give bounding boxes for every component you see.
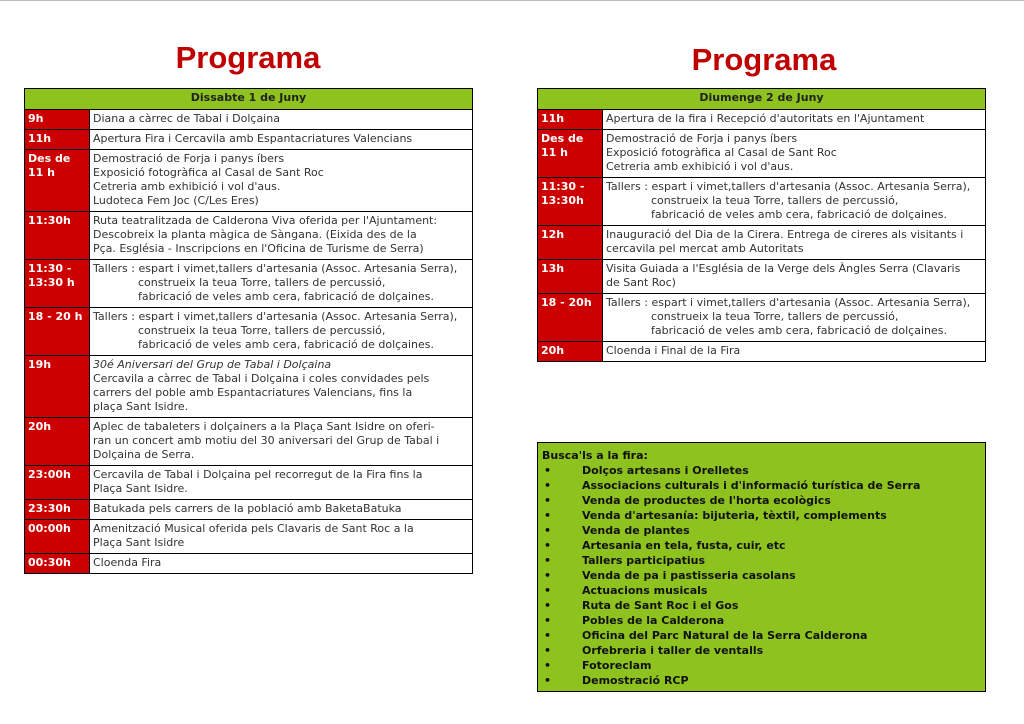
activity-text: fabricació de veles amb cera, fabricació de dolçaines. [651, 324, 947, 337]
saturday-schedule-row [25, 466, 473, 500]
find-list-item [542, 628, 981, 643]
activity-cell [90, 356, 473, 418]
time-text: Des de [541, 132, 584, 145]
saturday-schedule-table [24, 88, 473, 574]
activity-text: Cetreria amb exhibició i vol d'aus. [93, 180, 281, 193]
time-cell [25, 308, 90, 356]
find-item-label: Venda de pa i pastisseria casolans [582, 569, 796, 582]
activity-text: construeix la teua Torre, tallers de percussió, [138, 324, 386, 337]
time-text: 23:30h [28, 502, 71, 515]
activity-text: Diana a càrrec de Tabal i Dolçaina [93, 112, 280, 125]
activity-cell [90, 110, 473, 130]
find-item-label: Tallers participatius [582, 554, 706, 567]
activity-text: construeix la teua Torre, tallers de percussió, [138, 276, 386, 289]
activity-cell [603, 226, 986, 260]
saturday-schedule-row [25, 260, 473, 308]
find-at-fair-box [537, 442, 986, 692]
activity-cell [90, 212, 473, 260]
find-item-label: Ruta de Sant Roc i el Gos [582, 599, 739, 612]
time-cell [25, 520, 90, 554]
activity-text: 30é Aniversari del Grup de Tabal i Dolçaina [93, 358, 332, 371]
time-text: 9h [28, 112, 44, 125]
time-text: 12h [541, 228, 565, 241]
bullet-icon: • [544, 644, 552, 657]
bullet-icon: • [544, 599, 552, 612]
find-list-item [542, 673, 981, 688]
find-item-label: Actuacions musicals [582, 584, 708, 597]
saturday-schedule-row [25, 500, 473, 520]
time-cell [25, 466, 90, 500]
time-cell [25, 110, 90, 130]
activity-cell [90, 150, 473, 212]
activity-cell [603, 110, 986, 130]
bullet-icon: • [544, 614, 552, 627]
sunday-program-title: Programa [691, 42, 837, 77]
bullet-icon: • [544, 584, 552, 597]
saturday-schedule-row [25, 110, 473, 130]
time-text: 11:30 - [541, 180, 585, 193]
activity-text: Pça. Església - Inscripcions en l'Oficina de Turisme de Serra) [93, 242, 424, 255]
time-cell [538, 342, 603, 362]
find-item-label: Venda de plantes [582, 524, 690, 537]
find-list-item [542, 463, 981, 478]
saturday-schedule-row [25, 130, 473, 150]
sunday-schedule-row [538, 342, 986, 362]
time-text: 20h [28, 420, 52, 433]
find-list-item [542, 538, 981, 553]
activity-text: Cercavila de Tabal i Dolçaina pel recorregut de la Fira fins la [93, 468, 423, 481]
activity-text: Aplec de tabaleters i dolçainers a la Plaça Sant Isidre on oferi- [93, 420, 435, 433]
sunday-schedule-row [538, 226, 986, 260]
saturday-schedule-row [25, 150, 473, 212]
time-text: 11h [28, 132, 52, 145]
sunday-schedule-row [538, 130, 986, 178]
activity-text: Visita Guiada a l'Església de la Verge dels Àngles Serra (Clavaris [606, 262, 961, 275]
find-list-item [542, 658, 981, 673]
find-list-item [542, 478, 981, 493]
activity-text: Tallers : espart i vimet,tallers d'artesania (Assoc. Artesania Serra), [93, 310, 458, 323]
find-list-item [542, 523, 981, 538]
bullet-icon: • [544, 494, 552, 507]
activity-text: carrers del poble amb Espantacriatures Valencians, fins la [93, 386, 413, 399]
find-list-item [542, 493, 981, 508]
bullet-icon: • [544, 674, 552, 687]
activity-text: Plaça Sant Isidre. [93, 482, 188, 495]
time-text: 11:30 - [28, 262, 72, 275]
find-list-item [542, 613, 981, 628]
find-list-item [542, 598, 981, 613]
bullet-icon: • [544, 524, 552, 537]
activity-text: Cercavila a càrrec de Tabal i Dolçaina i coles convidades pels [93, 372, 430, 385]
time-text: 20h [541, 344, 565, 357]
activity-text: Descobreix la planta màgica de Sàngana. (Eixida des de la [93, 228, 417, 241]
time-cell [25, 150, 90, 212]
time-text: 13:30h [541, 194, 584, 207]
saturday-schedule-row [25, 308, 473, 356]
activity-text: Inauguració del Dia de la Cirera. Entrega de cireres als visitants i [606, 228, 964, 241]
saturday-schedule-row [25, 554, 473, 574]
find-at-fair-title: Busca'ls a la fira: [542, 449, 648, 462]
time-cell [25, 212, 90, 260]
bullet-icon: • [544, 554, 552, 567]
find-item-label: Fotoreclam [582, 659, 652, 672]
activity-text: Cloenda i Final de la Fira [606, 344, 741, 357]
time-text: 18 - 20 h [28, 310, 83, 323]
activity-cell [90, 130, 473, 150]
time-text: 23:00h [28, 468, 71, 481]
saturday-schedule-row [25, 212, 473, 260]
find-item-label: Orfebreria i taller de ventalls [582, 644, 764, 657]
bullet-icon: • [544, 659, 552, 672]
time-cell [25, 554, 90, 574]
bullet-icon: • [544, 569, 552, 582]
find-item-label: Venda d'artesanía: bijuteria, tèxtil, complements [582, 509, 887, 522]
find-list-item [542, 643, 981, 658]
time-cell [25, 500, 90, 520]
activity-cell [90, 418, 473, 466]
find-at-fair-list [542, 463, 981, 688]
activity-text: Cetreria amb exhibició i vol d'aus. [606, 160, 794, 173]
activity-cell [90, 260, 473, 308]
activity-text: Exposició fotogràfica al Casal de Sant Roc [93, 166, 324, 179]
activity-text: Apertura Fira i Cercavila amb Espantacriatures Valencians [93, 132, 413, 145]
find-item-label: Associacions culturals i d'informació turística de Serra [582, 479, 921, 492]
time-cell [538, 130, 603, 178]
activity-text: Dolçaina de Serra. [93, 448, 195, 461]
activity-text: fabricació de veles amb cera, fabricació de dolçaines. [138, 290, 434, 303]
activity-text: Tallers : espart i vimet,tallers d'artesania (Assoc. Artesania Serra), [606, 296, 971, 309]
find-item-label: Demostració RCP [582, 674, 689, 687]
time-cell [538, 260, 603, 294]
find-item-label: Pobles de la Calderona [582, 614, 725, 627]
activity-text: plaça Sant Isidre. [93, 400, 189, 413]
sunday-schedule-row [538, 260, 986, 294]
bullet-icon: • [544, 509, 552, 522]
activity-text: Amenització Musical oferida pels Clavaris de Sant Roc a la [93, 522, 414, 535]
activity-cell [603, 130, 986, 178]
activity-text: Ludoteca Fem Joc (C/Les Eres) [93, 194, 259, 207]
activity-cell [90, 500, 473, 520]
activity-cell [603, 342, 986, 362]
saturday-schedule-row [25, 520, 473, 554]
find-list-item [542, 568, 981, 583]
sunday-schedule-table [537, 88, 986, 362]
activity-cell [603, 260, 986, 294]
sunday-day-header: Diumenge 2 de Juny [538, 89, 986, 110]
time-cell [538, 110, 603, 130]
find-list-item [542, 508, 981, 523]
find-item-label: Artesania en tela, fusta, cuir, etc [582, 539, 786, 552]
saturday-schedule-row [25, 418, 473, 466]
time-text: 00:00h [28, 522, 71, 535]
activity-text: fabricació de veles amb cera, fabricació de dolçaines. [138, 338, 434, 351]
time-cell [25, 418, 90, 466]
time-text: 13:30 h [28, 276, 75, 289]
activity-cell [603, 178, 986, 226]
time-text: 18 - 20h [541, 296, 592, 309]
time-text: 13h [541, 262, 565, 275]
time-cell [25, 260, 90, 308]
activity-cell [90, 466, 473, 500]
find-list-item [542, 583, 981, 598]
time-text: 11 h [541, 146, 568, 159]
time-cell [25, 356, 90, 418]
find-list-item [542, 553, 981, 568]
time-cell [538, 294, 603, 342]
activity-cell [90, 308, 473, 356]
time-text: 11:30h [28, 214, 71, 227]
activity-cell [90, 554, 473, 574]
activity-text: de Sant Roc) [606, 276, 676, 289]
top-rule [0, 0, 1024, 1]
time-cell [538, 178, 603, 226]
bullet-icon: • [544, 479, 552, 492]
time-cell [538, 226, 603, 260]
activity-text: construeix la teua Torre, tallers de percussió, [651, 194, 899, 207]
sunday-schedule-row [538, 294, 986, 342]
saturday-program-title: Programa [175, 40, 321, 75]
activity-text: Cloenda Fira [93, 556, 162, 569]
activity-text: Apertura de la fira i Recepció d'autoritats en l'Ajuntament [606, 112, 925, 125]
sunday-schedule-row [538, 178, 986, 226]
time-text: 19h [28, 358, 52, 371]
time-text: 00:30h [28, 556, 71, 569]
activity-text: Tallers : espart i vimet,tallers d'artesania (Assoc. Artesania Serra), [606, 180, 971, 193]
bullet-icon: • [544, 629, 552, 642]
activity-cell [603, 294, 986, 342]
bullet-icon: • [544, 539, 552, 552]
activity-text: Batukada pels carrers de la població amb BaketaBatuka [93, 502, 402, 515]
activity-text: Demostració de Forja i panys íbers [93, 152, 285, 165]
time-text: 11h [541, 112, 565, 125]
activity-text: ran un concert amb motiu del 30 aniversari del Grup de Tabal i [93, 434, 440, 447]
time-text: 11 h [28, 166, 55, 179]
bullet-icon: • [544, 464, 552, 477]
activity-text: Exposició fotogràfica al Casal de Sant Roc [606, 146, 837, 159]
time-cell [25, 130, 90, 150]
saturday-day-header: Dissabte 1 de Juny [25, 89, 473, 110]
activity-text: Ruta teatralitzada de Calderona Viva oferida per l'Ajuntament: [93, 214, 438, 227]
find-item-label: Oficina del Parc Natural de la Serra Calderona [582, 629, 868, 642]
sunday-schedule-row [538, 110, 986, 130]
activity-text: Demostració de Forja i panys íbers [606, 132, 798, 145]
activity-text: fabricació de veles amb cera, fabricació de dolçaines. [651, 208, 947, 221]
activity-text: Plaça Sant Isidre [93, 536, 185, 549]
activity-cell [90, 520, 473, 554]
activity-text: cercavila pel mercat amb Autoritats [606, 242, 804, 255]
time-text: Des de [28, 152, 71, 165]
saturday-schedule-row [25, 356, 473, 418]
find-item-label: Dolços artesans i Orelletes [582, 464, 749, 477]
find-item-label: Venda de productes de l'horta ecològics [582, 494, 831, 507]
activity-text: Tallers : espart i vimet,tallers d'artesania (Assoc. Artesania Serra), [93, 262, 458, 275]
activity-text: construeix la teua Torre, tallers de percussió, [651, 310, 899, 323]
